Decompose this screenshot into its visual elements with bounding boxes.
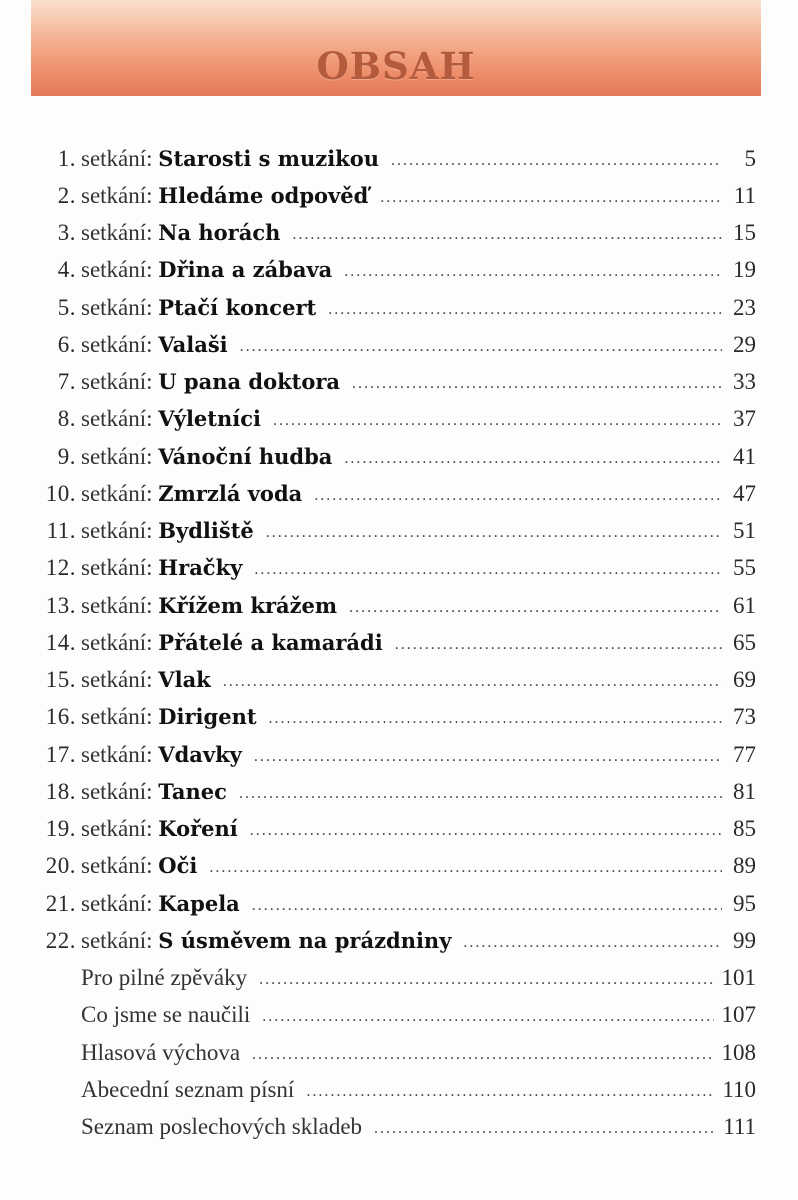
toc-row[interactable] <box>0 550 798 587</box>
chapter-number: 6. <box>57 331 76 357</box>
toc-appendix-row[interactable] <box>0 997 798 1034</box>
chapter-number: 3. <box>57 220 76 246</box>
chapter-prefix: setkání: <box>81 927 159 953</box>
chapter-prefix: setkání: <box>81 592 159 618</box>
chapter-number: 15. <box>45 667 76 693</box>
page-number: 69 <box>733 667 756 693</box>
toc-row[interactable] <box>0 401 798 438</box>
dot-leader <box>395 636 722 654</box>
chapter-number: 22. <box>45 927 76 953</box>
toc-appendix-row[interactable] <box>0 1109 798 1146</box>
page-number: 29 <box>733 331 756 357</box>
toc-row[interactable] <box>0 624 798 661</box>
chapter-number: 9. <box>57 443 76 469</box>
chapter-prefix: setkání: <box>81 890 159 916</box>
chapter-prefix: setkání: <box>81 145 159 171</box>
page-number: 99 <box>733 927 756 953</box>
dot-leader <box>344 450 722 468</box>
chapter-title[interactable]: Ptačí koncert <box>158 294 317 320</box>
toc-row[interactable] <box>0 289 798 326</box>
chapter-number: 8. <box>57 406 76 432</box>
toc-row[interactable] <box>0 513 798 550</box>
page-number: 111 <box>723 1114 756 1140</box>
chapter-prefix: setkání: <box>81 220 159 246</box>
dot-leader <box>328 301 722 319</box>
toc-row[interactable] <box>0 215 798 252</box>
chapter-number: 10. <box>45 480 76 506</box>
dot-leader <box>223 673 722 691</box>
toc-row[interactable] <box>0 326 798 363</box>
chapter-prefix: setkání: <box>81 331 159 357</box>
chapter-number: 13. <box>45 592 76 618</box>
chapter-number: 14. <box>45 629 76 655</box>
dot-leader <box>266 524 722 542</box>
dot-leader <box>239 785 722 803</box>
toc-row[interactable] <box>0 438 798 475</box>
page-number: 110 <box>722 1076 756 1102</box>
chapter-prefix: setkání: <box>81 667 159 693</box>
table-of-contents <box>0 140 798 1146</box>
page-number: 51 <box>733 518 756 544</box>
chapter-prefix: setkání: <box>81 816 159 842</box>
page-number: 73 <box>733 704 756 730</box>
dot-leader <box>463 934 722 952</box>
chapter-title[interactable]: Dřina a zábava <box>158 257 333 283</box>
chapter-number: 21. <box>45 890 76 916</box>
dot-leader <box>254 748 722 766</box>
toc-appendix-row[interactable] <box>0 1034 798 1071</box>
toc-row[interactable] <box>0 922 798 959</box>
chapter-prefix: setkání: <box>81 741 159 767</box>
chapter-number: 4. <box>57 257 76 283</box>
appendix-title[interactable]: Abecední seznam písní <box>81 1076 295 1102</box>
chapter-number: 11. <box>46 518 76 544</box>
appendix-title[interactable]: Hlasová výchova <box>81 1039 241 1065</box>
dot-leader <box>292 226 722 244</box>
chapter-title[interactable]: Na horách <box>158 220 281 246</box>
toc-row[interactable] <box>0 587 798 624</box>
page-number: 15 <box>733 220 756 246</box>
chapter-number: 7. <box>57 369 76 395</box>
chapter-title[interactable]: Dirigent <box>158 704 257 730</box>
toc-row[interactable] <box>0 177 798 214</box>
dot-leader <box>262 1008 713 1026</box>
page-number: 37 <box>733 406 756 432</box>
chapter-title[interactable]: Starosti s muzikou <box>158 145 380 171</box>
appendix-title[interactable]: Co jsme se naučili <box>81 1002 251 1028</box>
page-number: 85 <box>733 816 756 842</box>
chapter-prefix: setkání: <box>81 853 159 879</box>
page-number: 107 <box>721 1002 756 1028</box>
toc-row[interactable] <box>0 811 798 848</box>
toc-row[interactable] <box>0 848 798 885</box>
dot-leader <box>374 1120 715 1138</box>
toc-row[interactable] <box>0 885 798 922</box>
dot-leader <box>240 338 722 356</box>
page-number: 65 <box>733 629 756 655</box>
dot-leader <box>250 822 722 840</box>
chapter-title[interactable]: Křížem krážem <box>158 592 338 618</box>
toc-row[interactable] <box>0 662 798 699</box>
appendix-title[interactable]: Pro pilné zpěváky <box>81 965 248 991</box>
toc-appendix-row[interactable] <box>0 960 798 997</box>
toc-row[interactable] <box>0 252 798 289</box>
chapter-prefix: setkání: <box>81 480 159 506</box>
chapter-number: 12. <box>45 555 76 581</box>
chapter-prefix: setkání: <box>81 555 159 581</box>
chapter-number: 1. <box>57 145 76 171</box>
chapter-prefix: setkání: <box>81 778 159 804</box>
page-number: 55 <box>733 555 756 581</box>
page-number: 101 <box>721 965 756 991</box>
chapter-title[interactable]: Valaši <box>158 331 228 357</box>
toc-row[interactable] <box>0 140 798 177</box>
page-number: 11 <box>733 182 756 208</box>
page-number: 81 <box>733 778 756 804</box>
page-number: 95 <box>733 890 756 916</box>
chapter-prefix: setkání: <box>81 369 159 395</box>
chapter-title[interactable]: S úsměvem na prázdniny <box>158 927 452 953</box>
dot-leader <box>209 859 722 877</box>
chapter-prefix: setkání: <box>81 294 159 320</box>
toc-row[interactable] <box>0 364 798 401</box>
dot-leader <box>252 897 722 915</box>
chapter-number: 17. <box>45 741 76 767</box>
chapter-prefix: setkání: <box>81 518 159 544</box>
page-number: 41 <box>733 443 756 469</box>
dot-leader <box>314 487 722 505</box>
chapter-title[interactable]: Vlak <box>158 667 211 693</box>
dot-leader <box>391 152 722 170</box>
dot-leader <box>252 1046 713 1064</box>
appendix-title[interactable]: Seznam poslechových skladeb <box>81 1114 363 1140</box>
page-title: OBSAH <box>316 44 476 88</box>
chapter-prefix: setkání: <box>81 257 159 283</box>
chapter-prefix: setkání: <box>81 406 159 432</box>
chapter-title[interactable]: Vánoční hudba <box>158 443 333 469</box>
chapter-number: 18. <box>45 778 76 804</box>
chapter-title[interactable]: Zmrzlá voda <box>158 480 303 506</box>
chapter-prefix: setkání: <box>81 443 159 469</box>
page-number: 33 <box>733 369 756 395</box>
page-number: 61 <box>733 592 756 618</box>
dot-leader <box>344 263 722 281</box>
toc-row[interactable] <box>0 736 798 773</box>
toc-row[interactable] <box>0 699 798 736</box>
dot-leader <box>254 561 722 579</box>
dot-leader <box>269 710 722 728</box>
chapter-title[interactable]: Oči <box>158 853 198 879</box>
chapter-number: 5. <box>57 294 76 320</box>
header-band <box>31 0 761 96</box>
chapter-number: 19. <box>45 816 76 842</box>
dot-leader <box>349 599 722 617</box>
page-number: 19 <box>733 257 756 283</box>
chapter-number: 20. <box>45 853 76 879</box>
chapter-title[interactable]: Vdavky <box>158 741 242 767</box>
dot-leader <box>306 1083 714 1101</box>
chapter-title[interactable]: Tanec <box>158 778 227 804</box>
toc-row[interactable] <box>0 773 798 810</box>
chapter-title[interactable]: Hračky <box>158 555 243 581</box>
chapter-number: 16. <box>45 704 76 730</box>
chapter-title[interactable]: Kapela <box>158 890 240 916</box>
chapter-title[interactable]: Koření <box>158 816 238 842</box>
page-number: 89 <box>733 853 756 879</box>
page-number: 47 <box>733 480 756 506</box>
dot-leader <box>259 971 713 989</box>
chapter-prefix: setkání: <box>81 704 159 730</box>
page-number: 108 <box>721 1039 756 1065</box>
chapter-prefix: setkání: <box>81 629 159 655</box>
chapter-title[interactable]: Přátelé a kamarádi <box>158 629 383 655</box>
page-number: 5 <box>744 145 756 171</box>
toc-row[interactable] <box>0 475 798 512</box>
dot-leader <box>352 375 722 393</box>
chapter-title[interactable]: Výletníci <box>158 406 261 432</box>
chapter-title[interactable]: Bydliště <box>158 518 254 544</box>
dot-leader <box>380 189 722 207</box>
chapter-prefix: setkání: <box>81 182 159 208</box>
chapter-number: 2. <box>57 182 76 208</box>
chapter-title[interactable]: Hledáme odpověď <box>158 182 369 208</box>
chapter-title[interactable]: U pana doktora <box>158 369 341 395</box>
page-number: 23 <box>733 294 756 320</box>
toc-appendix-row[interactable] <box>0 1071 798 1108</box>
dot-leader <box>273 412 722 430</box>
page-number: 77 <box>733 741 756 767</box>
